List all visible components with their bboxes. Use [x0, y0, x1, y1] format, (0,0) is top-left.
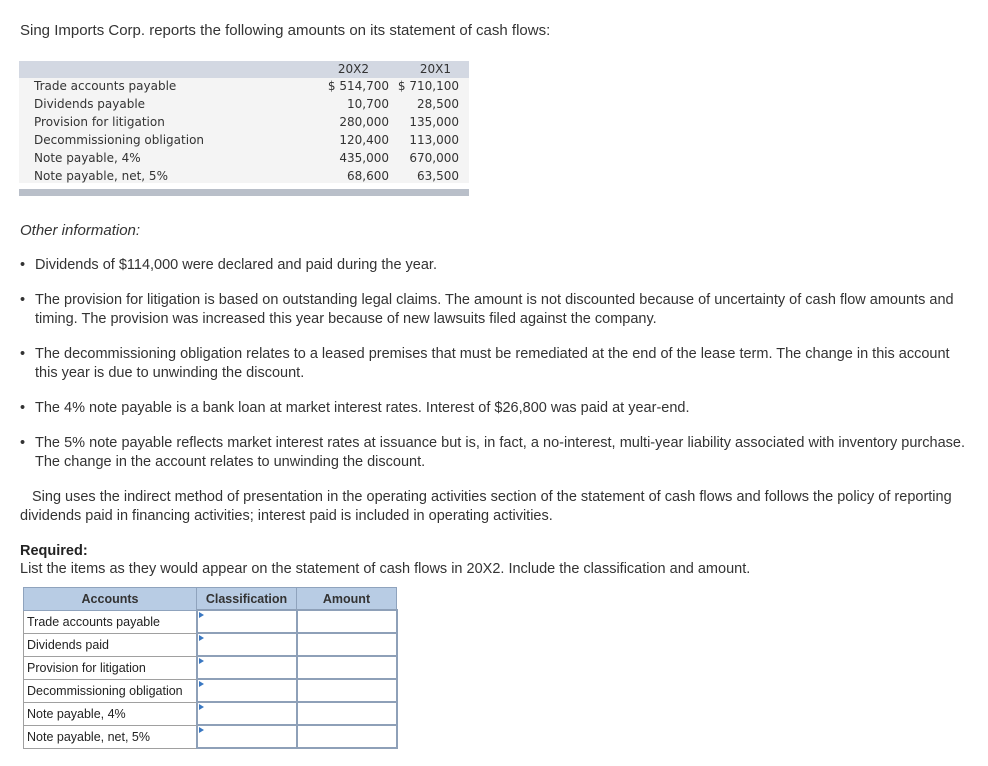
value-20x2: 10,700	[347, 97, 389, 111]
list-item-text: Dividends of $114,000 were declared and paid during the year.	[35, 257, 437, 273]
list-item	[20, 256, 965, 275]
dropdown-marker-icon	[199, 612, 204, 618]
table-row	[19, 151, 469, 169]
list-item-text: The 4% note payable is a bank loan at market interest rates. Interest of $26,800 was paid at year-end.	[35, 400, 690, 416]
table-row	[19, 79, 469, 97]
column-20x2: 20X2	[337, 62, 369, 76]
account-name: Provision for litigation	[24, 656, 197, 679]
classification-dropdown[interactable]	[197, 702, 297, 725]
value-20x2: $ 514,700	[327, 79, 389, 93]
answer-table	[23, 587, 398, 749]
list-item	[20, 399, 965, 418]
table-row	[24, 610, 397, 633]
value-20x1: 63,500	[417, 169, 459, 183]
dropdown-marker-icon	[199, 727, 204, 733]
table-row	[24, 633, 397, 656]
column-20x1: 20X1	[419, 62, 451, 76]
dropdown-marker-icon	[199, 658, 204, 664]
account-name: Note payable, 4%	[24, 702, 197, 725]
amount-input[interactable]	[297, 633, 397, 656]
value-20x1: 113,000	[409, 133, 459, 147]
table-row	[24, 656, 397, 679]
table-row	[24, 702, 397, 725]
row-label: Note payable, 4%	[34, 151, 141, 165]
bullet-icon: •	[20, 292, 26, 308]
value-20x1: 670,000	[409, 151, 459, 165]
classification-dropdown[interactable]	[197, 633, 297, 656]
row-label: Dividends payable	[34, 97, 146, 111]
value-20x1: 135,000	[409, 115, 459, 129]
value-20x2: 120,400	[339, 133, 389, 147]
header-amount: Amount	[297, 588, 397, 611]
value-20x1: 28,500	[417, 97, 459, 111]
financial-table-footer	[19, 189, 469, 196]
account-name: Note payable, net, 5%	[24, 725, 197, 748]
financial-table-body	[19, 78, 469, 183]
information-list	[20, 256, 965, 488]
row-label: Provision for litigation	[34, 115, 165, 129]
row-label: Decommissioning obligation	[34, 133, 205, 147]
other-information-heading: Other information:	[20, 222, 141, 239]
header-accounts: Accounts	[24, 588, 197, 611]
classification-dropdown[interactable]	[197, 610, 297, 633]
dropdown-marker-icon	[199, 681, 204, 687]
list-item	[20, 291, 965, 329]
required-text: List the items as they would appear on the statement of cash flows in 20X2. Include the classification and amount.	[20, 561, 751, 577]
value-20x1: $ 710,100	[397, 79, 459, 93]
answer-table-header-row	[24, 588, 397, 611]
amount-input[interactable]	[297, 702, 397, 725]
table-row	[19, 115, 469, 133]
amount-input[interactable]	[297, 679, 397, 702]
value-20x2: 68,600	[347, 169, 389, 183]
list-item	[20, 345, 965, 383]
bullet-icon: •	[20, 346, 26, 362]
bullet-icon: •	[20, 400, 26, 416]
row-label: Trade accounts payable	[34, 79, 177, 93]
classification-dropdown[interactable]	[197, 725, 297, 748]
dropdown-marker-icon	[199, 635, 204, 641]
bullet-icon: •	[20, 435, 26, 451]
financial-table	[19, 61, 469, 196]
list-item	[20, 434, 965, 472]
amount-input[interactable]	[297, 656, 397, 679]
value-20x2: 435,000	[339, 151, 389, 165]
row-label: Note payable, net, 5%	[34, 169, 168, 183]
table-row	[24, 679, 397, 702]
required-heading: Required:	[20, 543, 88, 559]
dropdown-marker-icon	[199, 704, 204, 710]
bullet-icon: •	[20, 257, 26, 273]
value-20x2: 280,000	[339, 115, 389, 129]
table-row	[19, 133, 469, 151]
table-row	[19, 97, 469, 115]
amount-input[interactable]	[297, 725, 397, 748]
list-item-text: The decommissioning obligation relates to a leased premises that must be remediated at the end of the lease term. The change in this account this year is due to unwinding the discount.	[35, 346, 950, 381]
classification-dropdown[interactable]	[197, 656, 297, 679]
account-name: Trade accounts payable	[24, 610, 197, 633]
list-item-text: The 5% note payable reflects market interest rates at issuance but is, in fact, a no-interest, multi-year liability associated with inventory purchase. The change in the account relates to unwinding the discount.	[35, 435, 965, 470]
header-classification: Classification	[197, 588, 297, 611]
financial-table-header	[19, 61, 469, 78]
account-name: Dividends paid	[24, 633, 197, 656]
policy-paragraph: Sing uses the indirect method of presentation in the operating activities section of the statement of cash flows and follows the policy of reporting dividends paid in financing activities; interest paid is included in operating activities.	[20, 489, 952, 524]
amount-input[interactable]	[297, 610, 397, 633]
list-item-text: The provision for litigation is based on outstanding legal claims. The amount is not discounted because of uncertainty of cash flow amounts and timing. The provision was increased this year because of new lawsuits filed against the company.	[35, 292, 954, 327]
intro-text: Sing Imports Corp. reports the following amounts on its statement of cash flows:	[20, 22, 551, 39]
table-row	[24, 725, 397, 748]
account-name: Decommissioning obligation	[24, 679, 197, 702]
table-row	[19, 169, 469, 187]
classification-dropdown[interactable]	[197, 679, 297, 702]
